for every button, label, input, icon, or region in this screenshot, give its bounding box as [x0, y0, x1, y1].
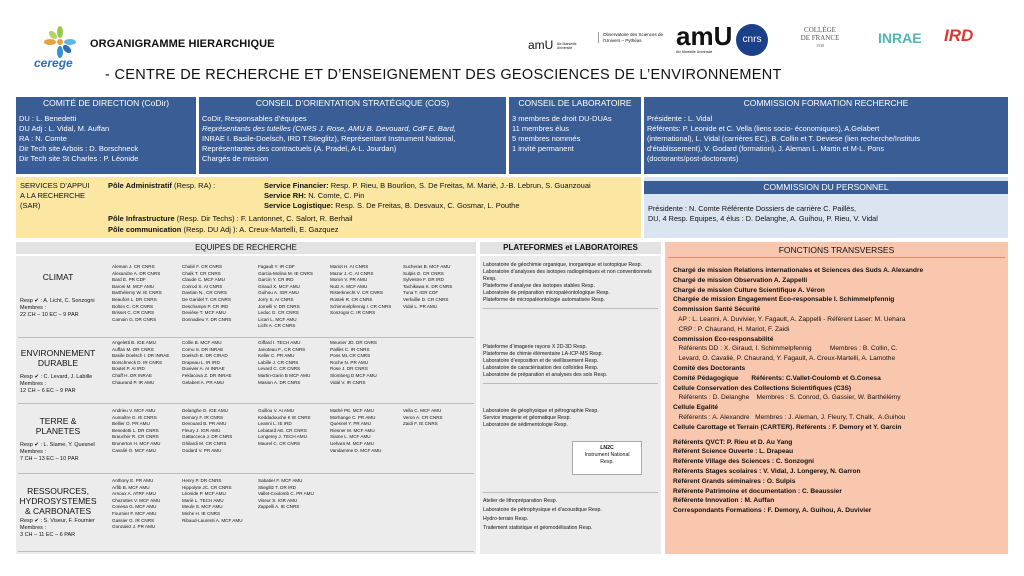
equipes-panel	[16, 256, 476, 554]
team-member: Sulpis O. CR CNRS	[403, 270, 444, 276]
fonction-line: Comité des Doctorants	[673, 364, 746, 372]
team-member: Paillès C. IR CNRS	[330, 346, 370, 352]
team-resp-line: 3 CH – 11 EC – 6 PAR	[20, 532, 76, 538]
team-member: Nutz A. MCF AMU	[330, 283, 368, 289]
college-de-france-logo: COLLÈGE DE FRANCE 1530	[800, 26, 840, 48]
team-member: Quesnel Y. PR AMU	[330, 421, 371, 427]
team-member: Giraud X. MCF AMU	[258, 283, 300, 289]
team-row	[18, 476, 474, 552]
team-member: Levard C. CR CNRS	[258, 366, 301, 372]
equipes-header: EQUIPES DE RECHERCHE	[16, 242, 476, 254]
team-row	[18, 406, 474, 474]
team-member: Barthélemy W. IE CNRS	[112, 290, 162, 296]
team-members-column	[403, 264, 477, 310]
fonction-line: AP : L. Leanni, A. Duvivier, Y. Fagault, A. Zappelli - Référent Laser: M. Uehara	[673, 315, 906, 323]
fonction-line: Chargée de mission Engagement Eco-responsable I. Schimmelpfennig	[673, 296, 895, 304]
team-resp	[20, 442, 106, 463]
team-member: Andrieu V. MCF AMU	[112, 408, 156, 413]
team-member: Arfib B. MCF AMU	[112, 484, 150, 490]
fonction-line: Cellule Egalité	[673, 404, 719, 412]
team-member: Braucher R. CR CNRS	[112, 434, 159, 440]
team-member: Sylvestre F. DR IRD	[403, 277, 444, 283]
team-member: Bard E. PR CDF	[112, 277, 146, 283]
team-member: Deschamps P. CR IRD	[182, 303, 229, 309]
team-member: Guihou A. IGR AMU	[258, 290, 299, 296]
team-member: Benedetti L. DR CNRS	[112, 427, 159, 433]
team-member: Feklacova Z. DR INRAE	[182, 372, 232, 378]
team-member: Léonide P. MCF AMU	[182, 491, 226, 497]
team-member: De Garidel T. CR CNRS	[182, 296, 231, 302]
team-members-column	[182, 408, 256, 454]
team-member: Mathé PE. MCF AMU	[330, 408, 374, 413]
team-member: Zappelli A. IE CNRS	[258, 504, 300, 510]
plateforme-item: Laboratoire d’exposition et de vieillissement Resp.	[483, 358, 599, 364]
plateformes-group-2	[483, 344, 658, 384]
page-subtitle: - CENTRE DE RECHERCHE ET D’ENSEIGNEMENT DES GEOSCIENCES DE L’ENVIRONNEMENT	[105, 67, 782, 83]
team-member: Angeletti B. IGE AMU	[112, 340, 156, 345]
sar-financier: Service Financier: Resp. P. Rieu, B Bourlion, S. De Freitas, M. Marié, J.-B. Lebrun, S. Guanzouai	[264, 181, 591, 190]
team-member: Godard V. PR AMU	[182, 447, 222, 453]
fonction-line: Comité Pédagogique Référents: C.Vallet-Coulomb et G.Conesa	[673, 374, 881, 382]
fonction-line: Référents : A. Alexandre Membres : J. Aleman, J. Fleury, T. Chalk, A.Guihou	[673, 413, 906, 421]
plateforme-item: Traitement statistique et géomodélisation Resp.	[483, 525, 593, 531]
plateforme-item: Plateforme de micropaléontologie automatisée Resp.	[483, 297, 605, 303]
team-resp	[20, 518, 106, 539]
team-member: Fagault Y. IR CDF	[258, 264, 295, 269]
plateforme-item: Plateforme d’imagerie rayons X 2D-3D Resp.	[483, 344, 587, 350]
team-member: Garcin Y. CR IRD	[258, 277, 294, 283]
team-member: Tachikawa K. DR CNRS	[403, 283, 453, 289]
team-member: Delanghe D. IGE AMU	[182, 408, 228, 413]
team-member: Ghilardi M. CR CNRS	[182, 440, 227, 446]
team-member: Donnadieu Y. DR CNRS	[182, 316, 232, 322]
team-member: Viseur S. IGR AMU	[258, 497, 298, 503]
team-member: Chaurand P. IR AMU	[112, 379, 155, 385]
team-member: Lebatard AE. CR CNRS	[258, 427, 307, 433]
team-member: Cavalié O. MCF AMU	[112, 447, 156, 453]
labo-header: CONSEIL DE LABORATOIRE	[509, 97, 641, 110]
team-member: Auffan M. DR CNRS	[112, 346, 154, 352]
team-member: Basile Doelsch I. DR INRAE	[112, 353, 170, 359]
plateforme-item: Laboratoire de géophysique et pétrographie Resp.	[483, 408, 599, 414]
cerege-logo-text: cerege	[34, 56, 73, 70]
team-member: Longerey J. TECH AMU	[258, 434, 307, 440]
team-resp-line: Resp ✔ : S. Viseur, F. Fournier	[20, 518, 95, 524]
team-resp-line: Membres :	[20, 381, 46, 387]
team-member: Arnoux A. ATRF AMU	[112, 491, 156, 497]
logos-bar	[528, 22, 998, 60]
fonction-line: Référente Innovation : M. Auffan	[673, 497, 775, 505]
fonction-line: Commission Santé Sécurité	[673, 306, 761, 314]
team-resp-line: 12 CH – 6 EC – 9 PAR	[20, 388, 76, 394]
formation-header: COMMISSION FORMATION RECHERCHE	[644, 97, 1008, 110]
team-member: Leanni L. IE IRD	[258, 421, 292, 427]
team-member: Siame L. MCF AMU	[330, 434, 371, 440]
team-member: Masion A. DR CNRS	[258, 379, 301, 385]
team-member: Tuna T. IGR CDF	[403, 290, 439, 296]
sar-title: SERVICES D’APPUI A LA RECHERCHE (SAR)	[20, 181, 90, 210]
team-member: Jorry S. AI CNRS	[258, 296, 294, 302]
team-member: Keller C. PR AMU	[258, 353, 295, 359]
team-member: Aumaître G. IE CNRS	[112, 414, 157, 420]
team-member: Fleury J. IGR AMU	[182, 427, 221, 433]
team-resp-line: Membres :	[20, 449, 46, 455]
fonction-line: Commission Eco-responsabilité	[673, 335, 774, 343]
fonction-line: Chargé de mission Culture Scientifique A. Véron	[673, 286, 825, 294]
personnel-box	[644, 177, 1008, 238]
sar-logistique: Service Logistique: Resp. S. De Freitas, B. Desvaux, C. Gosmar, L. Pouthe	[264, 201, 520, 210]
team-member: Vallet-Coulomb C. PR AMU	[258, 491, 314, 497]
team-members-column	[182, 340, 256, 386]
team-member: Slomberg D MCF AMU	[330, 372, 377, 378]
fonction-line: Cellule Carottage et Terrain (CARTER). Référents : F. Demory et Y. Garcin	[673, 423, 902, 431]
fonction-line: Référent Grands séminaires : O. Sulpis	[673, 477, 796, 485]
team-member: Chaff H. DR INRAE	[112, 372, 152, 378]
team-member: Sucheras B. MCF AMU	[403, 264, 451, 269]
team-member: Henry P. DR CNRS	[182, 478, 222, 483]
team-member: Vella C. MCF AMU	[403, 408, 442, 413]
team-member: Collin B. MCF AMU	[182, 340, 222, 345]
team-members-column	[258, 478, 332, 511]
team-member: Aleman J. CR CNRS	[112, 264, 155, 269]
team-members-column	[112, 408, 186, 454]
plateformes-header: PLATEFORMES et LABORATOIRES	[480, 242, 661, 254]
plateformes-panel	[480, 256, 661, 554]
team-resp-line: Membres :	[20, 305, 46, 311]
sar-infra: Pôle Infrastructure (Resp. Dir Techs) : F. Lantonnet, C. Salort, R. Berhail	[108, 214, 353, 223]
team-member: Guillou V. AI AMU	[258, 408, 295, 413]
sar-admin: Pôle Administratif (Resp. RA) :	[108, 181, 216, 190]
team-members-column	[330, 340, 404, 386]
team-member: Gelabert A. PR AMU	[182, 379, 224, 385]
team-member: Conrod S. AI CNRS	[182, 283, 223, 289]
fonctions-list	[665, 260, 1008, 516]
fonction-line: Référente Patrimoine et documentation : C. Beaussier	[673, 487, 842, 495]
fonction-line: Chargé de mission Observation A. Zappelli	[673, 276, 808, 284]
sar-rh: Service RH: N. Comte, C. Pin	[264, 191, 365, 200]
team-member: Risterknecht V. CR CNRS	[330, 290, 383, 296]
team-members-column	[112, 340, 186, 386]
team-member: Conesa G. MCF AMU	[112, 504, 157, 510]
team-member: Mariè L. TECH AMU	[182, 497, 224, 503]
formation-box: Présidente : L. Vidal Référents: P. Leonide et C. Vella (liens socio- économiques), A.Gelabert (international), L. Vidal (carrières EC), B. Collin et T. Deviese (lien recherche/Instituts d’établissement), V. Godard (formation), J. Aleman L. Martin et M-L. Pons (doctorants/post-doctorants)	[644, 110, 1008, 174]
team-member: Meunier JD. DR CNRS	[330, 340, 377, 345]
osu-logo: Observatoire des Sciences de l’Univers – Pythéas	[598, 32, 668, 43]
team-member: Bellier O. PR AMU	[112, 421, 150, 427]
team-member: Camoin G. DR CNRS	[112, 316, 157, 322]
team-member: Chalié F. CR CNRS	[182, 264, 223, 269]
team-row	[18, 338, 474, 404]
plateforme-item: Plateforme de chimie élémentaire LA-ICP-MS Resp.	[483, 351, 603, 357]
team-member: Ribaud-Laurenti A. MCF AMU	[182, 517, 243, 523]
team-members-column	[258, 408, 332, 448]
codir-header: COMITÉ DE DIRECTION (CoDir)	[16, 97, 196, 110]
fonction-line: Référent Science Ouverte : L. Drapeau	[673, 448, 794, 456]
team-member: Hippolyte JC. CR CNRS	[182, 484, 232, 490]
team-member: Devouard B. PR AMU	[182, 421, 227, 427]
plateforme-item: Laboratoire de préparation et analyses des sols Resp.	[483, 372, 608, 378]
personnel-line: DU, 4 Resp. Equipes, 4 élus : D. Delanghe, A. Guihou, P. Rieu, V. Vidal	[648, 214, 878, 223]
team-member: Licari L. MCF AMU	[258, 316, 297, 322]
codir-box: DU : L. Benedetti DU Adj : L. Vidal, M. Auffan RA : N. Comte Dir Tech site Arbois : D. Borschneck Dir Tech site St Charles : P. Léonide	[16, 110, 196, 174]
team-member: Cornu S. DR INRAE	[182, 346, 224, 352]
team-member: Brunerton H. MCF AMU	[112, 440, 161, 446]
team-member: Schimmelpfennig I. CR CNRS	[330, 303, 392, 309]
team-member: Devièse T. MCF AMU	[182, 310, 226, 316]
team-member: Boutet P. AI IRD	[112, 366, 145, 372]
plateforme-item: Laboratoire de géochimie organique, inorganique et isotopique Resp.	[483, 262, 642, 268]
sar-box	[16, 177, 641, 238]
team-member: Leduc G. CR CNRS	[258, 310, 299, 316]
team-member: Borschneck D. IR CNRS	[112, 359, 163, 365]
fonctions-panel	[665, 242, 1008, 554]
team-member: Duvivier A. AI INRAE	[182, 366, 225, 372]
team-members-column	[403, 408, 477, 428]
team-name: CLIMAT	[42, 272, 74, 282]
plateforme-item: Atelier de lithopréparation Resp.	[483, 498, 558, 504]
team-member: Uehara M. MCF AMU	[330, 440, 374, 446]
cos-header: CONSEIL D’ORIENTATION STRATÉGIQUE (COS)	[199, 97, 506, 110]
team-name: RESSOURCES, HYDROSYSTEMES & CARBONATES	[19, 486, 97, 516]
team-member: Vandamme D. MCF AMU	[330, 447, 382, 453]
personnel-line: Présidente : N. Comte Référente Dossiers de carrière C. Paillès,	[648, 204, 857, 213]
plateformes-group-4	[483, 492, 658, 533]
plateformes-group-1	[483, 262, 658, 309]
team-member: Vidal V. IR CNRS	[330, 379, 366, 385]
team-member: Morhange C. PR AMU	[330, 414, 376, 420]
team-member: Chazottes V. MCF AMU	[112, 497, 161, 503]
team-member: Stieglitz T. DR IRD	[258, 484, 296, 490]
team-member: Brisset C. CR CNRS	[112, 310, 155, 316]
fonction-line: Référente Village des Sciences : C. Sonzogni	[673, 458, 814, 466]
fonction-line: Levard, O. Cavalié, P. Chaurand, Y. Fagault, A. Creux-Martelli, A. Lamothe	[673, 355, 896, 363]
team-member: Pons ML CR CNRS	[330, 353, 371, 359]
team-member: Rose J. DR CNRS	[330, 366, 368, 372]
team-members-column	[330, 264, 404, 317]
cerege-logo-icon	[40, 26, 80, 58]
fonction-line: Référents DD : X. Giraud, I. Schimmelpfennig Membres : B. Collin, C.	[673, 345, 898, 353]
team-member: Claude C. MCF AMU	[182, 277, 225, 283]
team-member: Vidal L. PR AMU	[403, 303, 438, 309]
team-member: Miche H. IE CNRS	[182, 510, 221, 516]
team-member: Chalk T. CR CNRS	[182, 270, 221, 276]
fonction-line: Référents : D. Delanghe Membres : S. Conrod, G. Gassier, W. Barthélémy	[673, 394, 901, 402]
team-members-column	[182, 478, 256, 524]
team-name: ENVIRONNEMENT DURABLE	[20, 348, 96, 368]
fonction-line: Référents Stages scolaires : V. Vidal, J. Longerey, N. Garron	[673, 467, 861, 475]
team-member: Janoteau F., CR CNRS	[258, 346, 306, 352]
team-row	[18, 262, 474, 338]
ln2c-box: LN2C Instrument National Resp.	[572, 441, 642, 475]
fonction-line: CRP : P. Chaurand, H. Mariot, F. Zaidi	[673, 325, 790, 333]
ird-logo: IRD	[944, 26, 974, 45]
plateforme-item: Service imagerie et géomatique Resp.	[483, 415, 571, 421]
team-members-column	[112, 264, 186, 323]
team-member: Doelsch E. DR CIRAD	[182, 353, 228, 359]
team-member: Mariot H. AI CNRS	[330, 264, 369, 269]
team-member: Zaidi F. IE CNRS	[403, 421, 438, 427]
fonction-line: Chargé de mission Relations internationales et Sciences des Suds A. Alexandre	[673, 267, 924, 274]
team-member: Beaufort L. DR CNRS	[112, 296, 157, 302]
team-resp-line: 7 CH – 13 EC – 10 PAR	[20, 456, 79, 462]
team-resp	[20, 298, 106, 319]
team-member: Anthony E. PR AMU	[112, 478, 154, 483]
plateformes-group-3	[483, 408, 658, 429]
personnel-header: COMMISSION DU PERSONNEL	[644, 181, 1008, 194]
team-resp-line: Resp ✔ : A. Licht, C. Sonzogni	[20, 298, 95, 304]
fonction-line: Correspondants Formations : F. Demory, A. Guihou, A. Duvivier	[673, 507, 872, 515]
team-member: Veron A. CR CNRS	[403, 414, 443, 420]
team-name: TERRE & PLANETES	[35, 416, 81, 436]
sar-comm: Pôle communication (Resp. DU Adj ): A. Creux-Martelli, E. Gazquez	[108, 225, 339, 234]
team-members-column	[258, 264, 332, 330]
team-member: Rostek R. CR CNRS	[330, 296, 373, 302]
plateforme-item: Laboratoire de sédimentologie Resp.	[483, 422, 568, 428]
team-member: Labille J. CR CNRS	[258, 359, 299, 365]
team-member: Mazur J.-C. AI CNRS	[330, 270, 374, 276]
amu-small-logo: amU Aix Marseille Université	[528, 38, 577, 52]
fonction-line: Cellule Conservation des Collections Scientifiques (C3S)	[673, 384, 852, 392]
team-resp	[20, 374, 106, 395]
team-member: Verfaillie D. CR CNRS	[403, 296, 449, 302]
team-member: Bolton C. CR CNRS	[112, 303, 154, 309]
team-member: Alexandre A. DR CNRS	[112, 270, 161, 276]
inrae-logo: INRAE	[878, 30, 922, 46]
team-member: Demory F. IR CNRS	[182, 414, 224, 420]
team-member: Moron V. PR AMU	[330, 277, 368, 283]
team-resp-line: 22 CH – 10 EC – 9 PAR	[20, 312, 79, 318]
cnrs-logo: cnrs	[736, 24, 768, 56]
team-members-column	[258, 340, 332, 386]
plateforme-item: Laboratoire d’analyses des isotopes radiogéniques et non conventionnels Resp.	[483, 269, 652, 282]
team-members-column	[182, 264, 256, 323]
team-resp-line: Resp ✔ : C. Levard, J. Labille	[20, 374, 93, 380]
team-member: Martin-Garin B MCF AMU	[258, 372, 311, 378]
plateforme-item: Plateforme d’analyse des isotopes stables Resp.	[483, 283, 595, 289]
cos-box: CoDir, Responsables d’équipes Représentants des tutelles (CNRS J. Rose, AMU B. Devouard, CdF E. Bard, INRAE I. Basile-Doelsch, IRD T.Stieglitz), Représentant Instrument National, Représentantes des contractuels (A. Pradel, A-L. Jourdan) Chargés de mission	[199, 110, 506, 174]
plateforme-item: Laboratoire de pétrophysique et d’acoustique Resp.	[483, 507, 602, 513]
team-members-column	[112, 478, 186, 531]
team-member: Gonzalez J. PR AMU	[112, 524, 156, 530]
team-member: Roche N. PR AMU	[330, 359, 369, 365]
team-member: Licht A. CR CNRS	[258, 323, 296, 329]
team-member: Maurel C. CR CNRS	[258, 440, 301, 446]
team-member: Drapeau L. IR IRD	[182, 359, 220, 365]
plateforme-item: Laboratoire de préparation micropaléontologique Resp.	[483, 290, 610, 296]
team-member: Garcia-Molina M. IE CNRS	[258, 270, 313, 276]
team-member: Giffard I. TECH AMU	[258, 340, 301, 345]
team-member: Keddadouche K IE CNRS	[258, 414, 311, 420]
team-member: Davtian N., CR CNRS	[182, 290, 227, 296]
page-title: ORGANIGRAMME HIERARCHIQUE	[90, 38, 275, 50]
team-member: Meule S. MCF AMU	[182, 504, 223, 510]
cerege-logo	[30, 26, 90, 70]
team-members-column	[330, 408, 404, 454]
fonction-line: Référents QVCT: P. Rieu et D. Au Yang	[673, 438, 793, 446]
team-member: Sabatier F. MCF AMU	[258, 478, 303, 483]
team-member: Riesner M. MCF AMU	[330, 427, 375, 433]
team-member: Fournier F. MCF AMU	[112, 510, 157, 516]
amu-big-logo: amU Aix Marseille Université	[676, 21, 733, 54]
team-resp-line: Resp ✔ : L. Siame, Y. Quesnel	[20, 442, 95, 448]
team-resp-line: Membres :	[20, 525, 46, 531]
plateforme-item: Laboratoire de caractérisation des colloïdes Resp.	[483, 365, 599, 371]
plateforme-item: Hydro-terrain Resp.	[483, 516, 529, 522]
team-member: Sonzogni C. IR CNRS	[330, 310, 376, 316]
labo-box: 3 membres de droit DU-DUAs 11 membres élus 5 membres nommés 1 invité permanent	[509, 110, 641, 174]
team-member: Jomelli V. DR CNRS	[258, 303, 300, 309]
team-member: Gattacceca J. DR CNRS	[182, 434, 233, 440]
fonctions-header: FONCTIONS TRANSVERSES	[668, 244, 1005, 258]
team-member: Gassier G. IR CNRS	[112, 517, 155, 523]
team-member: Baroni M. MCF AMU	[112, 283, 155, 289]
